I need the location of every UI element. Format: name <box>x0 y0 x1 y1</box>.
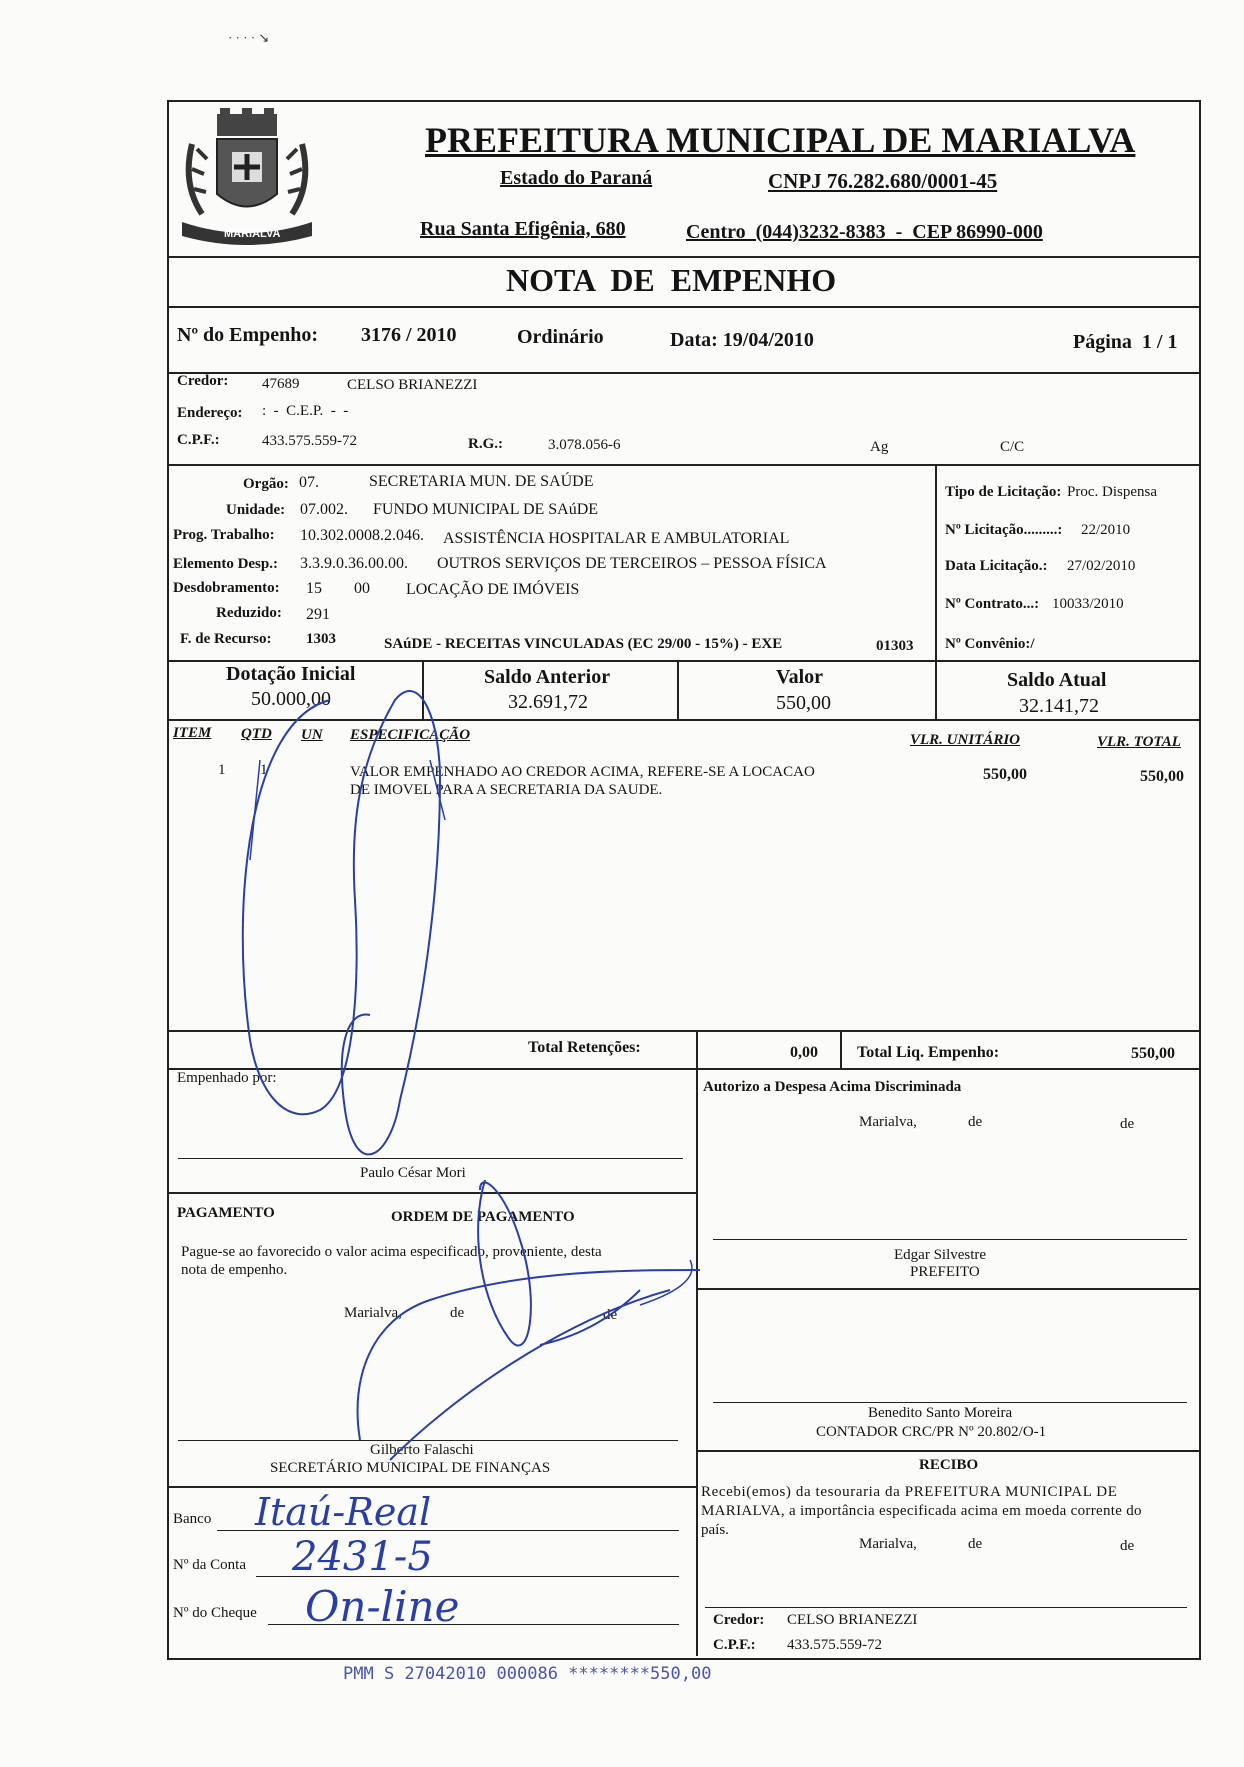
orgao-label: Orgão: <box>243 476 289 492</box>
recibo-credor-name: CELSO BRIANEZZI <box>787 1612 918 1628</box>
pagamento-de1: de <box>450 1305 465 1321</box>
elemento-name: OUTROS SERVIÇOS DE TERCEIROS – PESSOA FÍSICA <box>437 555 827 572</box>
empenho-date: Data: 19/04/2010 <box>670 329 814 351</box>
prog-name: ASSISTÊNCIA HOSPITALAR E AMBULATORIAL <box>443 530 790 547</box>
cc-label: C/C <box>1000 439 1025 455</box>
col-vlr-total: VLR. TOTAL <box>1097 734 1181 750</box>
orgao-name: SECRETARIA MUN. DE SAÚDE <box>369 473 594 490</box>
empenho-number: 3176 / 2010 <box>361 324 457 346</box>
recibo-text-line3: país. <box>701 1522 729 1538</box>
page-title: PREFEITURA MUNICIPAL DE MARIALVA <box>425 120 1136 160</box>
cnpj: CNPJ 76.282.680/0001-45 <box>768 169 998 193</box>
rg-label: R.G.: <box>468 436 503 452</box>
state-name: Estado do Paraná <box>500 167 653 189</box>
saldo-anterior-label: Saldo Anterior <box>484 666 611 688</box>
ag-label: Ag <box>870 439 889 455</box>
elemento-code: 3.3.9.0.36.00.00. <box>300 555 408 572</box>
pagamento-label: PAGAMENTO <box>177 1205 275 1221</box>
empenhado-label: Empenhado por: <box>177 1070 277 1086</box>
autorizo-de1: de <box>968 1114 983 1130</box>
recibo-de2: de <box>1120 1538 1135 1554</box>
contador-name: Benedito Santo Moreira <box>868 1405 1013 1421</box>
secretario-role: SECRETÁRIO MUNICIPAL DE FINANÇAS <box>270 1460 551 1476</box>
recibo-text-line2: MARIALVA, a importância especificada acima em moeda corrente do <box>701 1503 1142 1519</box>
unidade-name: FUNDO MUNICIPAL DE SAúDE <box>373 501 599 518</box>
recurso-name: SAúDE - RECEITAS VINCULADAS (EC 29/00 - 15%) - EXE <box>384 636 783 652</box>
elemento-label: Elemento Desp.: <box>173 556 278 572</box>
desdobramento-a: 15 <box>306 580 322 597</box>
recibo-city: Marialva, <box>859 1536 917 1552</box>
payment-stamp: PMM S 27042010 000086 ********550,00 <box>343 1664 712 1684</box>
desdobramento-b: 00 <box>354 580 370 597</box>
recurso-code: 1303 <box>306 631 336 647</box>
autorizo-de2: de <box>1120 1116 1135 1132</box>
recibo-de1: de <box>968 1536 983 1552</box>
orgao-code: 07. <box>299 474 319 491</box>
credor-name: CELSO BRIANEZZI <box>347 377 478 393</box>
liquido-value: 550,00 <box>1131 1045 1175 1062</box>
col-especificacao: ESPECIFICAÇÃO <box>350 727 471 743</box>
cheque-label: Nº do Cheque <box>173 1605 257 1621</box>
prefeito-role: PREFEITO <box>910 1264 980 1280</box>
desdobramento-name: LOCAÇÃO DE IMÓVEIS <box>406 581 580 598</box>
empenhado-name: Paulo César Mori <box>360 1165 466 1181</box>
prog-label: Prog. Trabalho: <box>173 527 275 543</box>
recurso-number: 01303 <box>876 638 914 654</box>
scan-mark: · · · · ↘ <box>228 30 270 45</box>
pagamento-text-line1: Pague-se ao favorecido o valor acima especificado, proveniente, desta <box>181 1244 602 1260</box>
item-number: 1 <box>218 762 226 778</box>
banco-value: Itaú-Real <box>255 1490 432 1534</box>
municipal-crest <box>172 104 322 254</box>
pagamento-de2: de <box>603 1307 618 1323</box>
unidade-code: 07.002. <box>300 501 348 518</box>
valor-label: Valor <box>776 666 824 688</box>
autorizo-title: Autorizo a Despesa Acima Discriminada <box>703 1079 962 1095</box>
ordem-pagamento-label: ORDEM DE PAGAMENTO <box>391 1209 575 1225</box>
recibo-title: RECIBO <box>919 1457 979 1473</box>
dotacao-label: Dotação Inicial <box>226 663 356 685</box>
licitacao-num-label: Nº Licitação.........: <box>945 522 1063 538</box>
col-item: ITEM <box>173 725 212 741</box>
cpf-value: 433.575.559-72 <box>262 433 357 449</box>
convenio-label: Nº Convênio:/ <box>945 636 1035 652</box>
retencoes-label: Total Retenções: <box>528 1039 641 1056</box>
col-vlr-unitario: VLR. UNITÁRIO <box>910 732 1021 748</box>
licitacao-data-label: Data Licitação.: <box>945 558 1048 574</box>
cpf-label: C.P.F.: <box>177 432 220 448</box>
conta-label: Nº da Conta <box>173 1557 246 1573</box>
saldo-atual-value: 32.141,72 <box>1019 695 1099 717</box>
pagamento-text-line2: nota de empenho. <box>181 1262 288 1278</box>
item-unit-value: 550,00 <box>983 766 1027 783</box>
licitacao-tipo-label: Tipo de Licitação: <box>945 484 1062 500</box>
crest-icon <box>172 104 322 254</box>
prefeito-name: Edgar Silvestre <box>894 1247 987 1263</box>
secretario-name: Gilberto Falaschi <box>370 1442 474 1458</box>
document-title: NOTA DE EMPENHO <box>506 262 837 298</box>
col-un: UN <box>301 727 323 743</box>
banco-label: Banco <box>173 1511 212 1527</box>
address-value: : - C.E.P. - - <box>262 403 349 419</box>
saldo-atual-label: Saldo Atual <box>1007 669 1107 691</box>
dotacao-value: 50.000,00 <box>251 688 331 710</box>
recibo-text-line1: Recebi(emos) da tesouraria da PREFEITURA MUNICIPAL DE <box>701 1484 1118 1500</box>
empenho-type: Ordinário <box>517 326 604 348</box>
item-spec-line1: VALOR EMPENHADO AO CREDOR ACIMA, REFERE-SE A LOCACAO <box>350 764 815 780</box>
licitacao-data: 27/02/2010 <box>1067 558 1136 574</box>
address-label: Endereço: <box>177 405 243 421</box>
svg-text:MARIALVA: MARIALVA <box>224 228 281 240</box>
contrato-label: Nº Contrato...: <box>945 596 1040 612</box>
desdobramento-label: Desdobramento: <box>173 580 280 596</box>
contador-role: CONTADOR CRC/PR Nº 20.802/O-1 <box>816 1424 1047 1440</box>
recibo-cpf-label: C.P.F.: <box>713 1637 756 1653</box>
page-number: Página 1 / 1 <box>1073 331 1178 353</box>
reduzido-label: Reduzido: <box>216 605 282 621</box>
unidade-label: Unidade: <box>226 502 286 518</box>
saldo-anterior-value: 32.691,72 <box>508 691 588 713</box>
valor-value: 550,00 <box>776 692 831 714</box>
rg-value: 3.078.056-6 <box>548 437 621 453</box>
item-total-value: 550,00 <box>1140 768 1184 785</box>
item-spec-line2: DE IMOVEL PARA A SECRETARIA DA SAUDE. <box>350 782 663 798</box>
empenho-label: Nº do Empenho: <box>177 324 319 346</box>
credor-code: 47689 <box>262 376 300 392</box>
retencoes-value: 0,00 <box>790 1044 818 1061</box>
prog-code: 10.302.0008.2.046. <box>300 527 424 544</box>
contrato-value: 10033/2010 <box>1052 596 1124 612</box>
autorizo-city: Marialva, <box>859 1114 917 1130</box>
col-qtd: QTD <box>241 726 272 742</box>
cheque-value: On-line <box>305 1582 460 1631</box>
address-rest: Centro (044)3232-8383 - CEP 86990-000 <box>686 221 1043 243</box>
liquido-label: Total Liq. Empenho: <box>857 1044 1000 1061</box>
licitacao-tipo: Proc. Dispensa <box>1067 484 1157 500</box>
item-qtd: 1 <box>260 762 268 778</box>
recurso-label: F. de Recurso: <box>180 631 272 647</box>
pagamento-city: Marialva, <box>344 1305 402 1321</box>
reduzido-value: 291 <box>306 606 330 623</box>
licitacao-num: 22/2010 <box>1081 522 1131 538</box>
street-address: Rua Santa Efigênia, 680 <box>420 218 626 240</box>
credor-label: Credor: <box>177 373 229 389</box>
conta-value: 2431-5 <box>292 1534 433 1580</box>
recibo-credor-label: Credor: <box>713 1612 765 1628</box>
recibo-cpf-value: 433.575.559-72 <box>787 1637 882 1653</box>
